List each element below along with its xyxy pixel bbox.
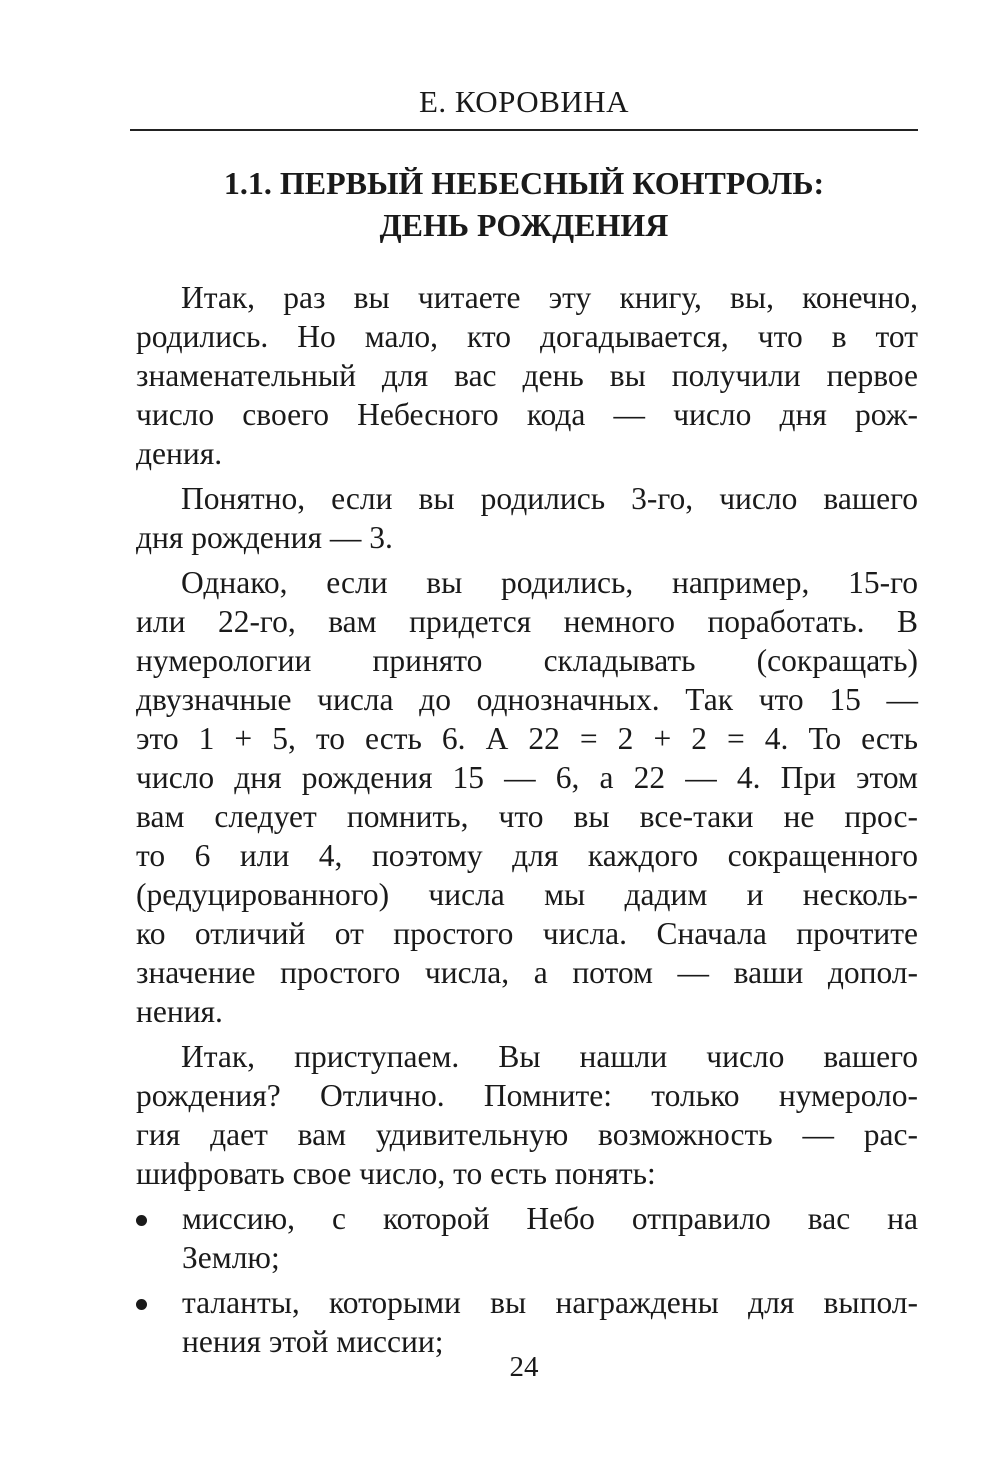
bullet-item — [136, 1199, 918, 1277]
text-line: нения. — [136, 994, 223, 1029]
paragraph — [136, 479, 918, 557]
header-rule — [130, 129, 918, 131]
text-line: то 6 или 4, поэтому для каждого сокращенного — [136, 838, 918, 873]
text-line: нумерологии принято складывать (сокращать) — [136, 643, 918, 678]
paragraph — [136, 563, 918, 1031]
text-line: шифровать свое число, то есть понять: — [136, 1156, 656, 1191]
text-line: Итак, раз вы читаете эту книгу, вы, конечно, — [181, 280, 918, 315]
text-line: дения. — [136, 436, 223, 471]
body-text — [136, 278, 918, 1367]
bullet-dot-icon — [136, 1215, 147, 1226]
text-line: дня рождения — 3. — [136, 520, 393, 555]
paragraph — [136, 278, 918, 473]
chapter-title-line-2: ДЕНЬ РОЖДЕНИЯ — [379, 207, 669, 243]
text-line: знаменательный для вас день вы получили первое — [136, 358, 918, 393]
text-line: Однако, если вы родились, например, 15-го — [181, 565, 918, 600]
running-head: Е. КОРОВИНА — [418, 84, 630, 119]
bullet-dot-icon — [136, 1299, 147, 1310]
text-line: Итак, приступаем. Вы нашли число вашего — [181, 1039, 918, 1074]
text-line: гия дает вам удивительную возможность — рас- — [136, 1117, 918, 1152]
text-line: рождения? Отлично. Помните: только нумероло- — [136, 1078, 918, 1113]
text-line: Понятно, если вы родились 3-го, число вашего — [181, 481, 918, 516]
text-line: нения этой миссии; — [182, 1324, 444, 1359]
chapter-title-line-1: 1.1. ПЕРВЫЙ НЕБЕСНЫЙ КОНТРОЛЬ: — [223, 165, 825, 201]
paragraph — [136, 1037, 918, 1193]
text-line: значение простого числа, а потом — ваши допол- — [136, 955, 918, 990]
text-line: число своего Небесного кода — число дня рож- — [136, 397, 918, 432]
text-line: число дня рождения 15 — 6, а 22 — 4. При этом — [136, 760, 918, 795]
text-line: ко отличий от простого числа. Сначала прочтите — [136, 916, 918, 951]
text-line: вам следует помнить, что вы все-таки не прос- — [136, 799, 918, 834]
text-line: таланты, которыми вы награждены для выпол- — [182, 1285, 918, 1320]
text-line: Землю; — [182, 1240, 280, 1275]
bullet-list — [136, 1199, 918, 1361]
text-line: это 1 + 5, то есть 6. А 22 = 2 + 2 = 4. То есть — [136, 721, 918, 756]
text-line: (редуцированного) числа мы дадим и несколь- — [136, 877, 918, 912]
text-line: родились. Но мало, кто догадывается, что в тот — [136, 319, 918, 354]
text-line: или 22-го, вам придется немного поработать. В — [136, 604, 918, 639]
chapter-title — [130, 162, 918, 246]
page-number: 24 — [509, 1351, 539, 1383]
text-line: двузначные числа до однозначных. Так что 15 — — [136, 682, 918, 717]
text-line: миссию, с которой Небо отправило вас на — [182, 1201, 918, 1236]
